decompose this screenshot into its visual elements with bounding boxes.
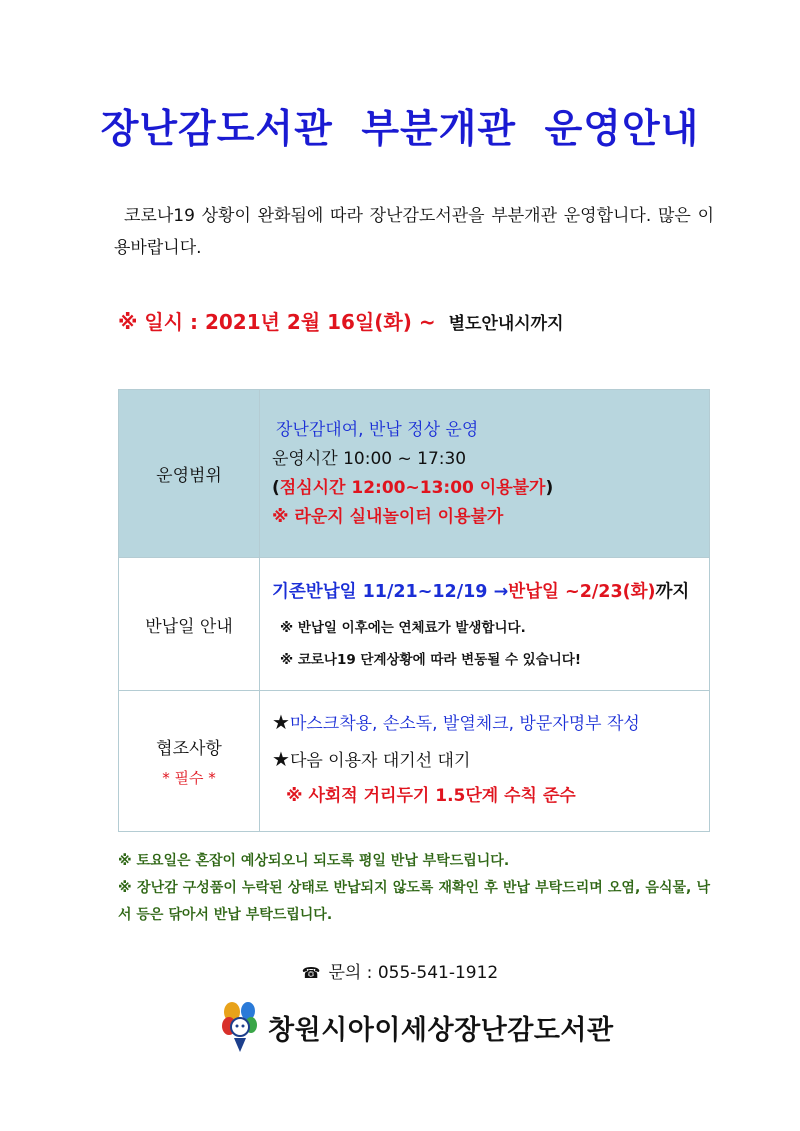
library-mascot-logo-icon <box>220 1000 260 1054</box>
mask-rules-text: 마스크착용, 손소독, 발열체크, 방문자명부 작성 <box>289 713 640 734</box>
return-note-covid: ※ 코로나19 단계상황에 따라 변동될 수 있습니다! <box>280 652 582 668</box>
date-until-text: 별도안내시까지 <box>448 314 564 334</box>
until-text: 까지 <box>655 582 690 602</box>
page-title: 장난감도서관 부분개관 운영안내 <box>100 107 700 152</box>
table-row-cooperation <box>119 691 710 832</box>
queue-text: 다음 이용자 대기선 대기 <box>289 750 471 771</box>
new-return-date-text: 반납일 ~2/23(화) <box>508 582 656 602</box>
table-row-return <box>119 558 710 691</box>
operations-content <box>260 390 710 558</box>
library-name: 창원시아이세상장난감도서관 <box>268 1014 614 1046</box>
star-icon: ★ <box>272 746 290 771</box>
cooperation-line-distancing: ※ 사회적 거리두기 1.5단계 수칙 준수 <box>286 785 576 806</box>
cooperation-content <box>260 691 710 832</box>
date-line <box>118 306 564 335</box>
operations-line-lounge: ※ 라운지 실내놀이터 이용불가 <box>272 506 504 527</box>
return-content <box>260 558 710 691</box>
contact-text: 문의 : 055-541-1912 <box>328 963 499 983</box>
library-logo <box>220 1000 614 1054</box>
operations-line-hours: 운영시간 10:00 ~ 17:30 <box>272 448 467 469</box>
return-label: 반납일 안내 <box>119 558 260 691</box>
lunch-break-text: 점심시간 12:00~13:00 이용불가 <box>279 477 546 498</box>
operations-line-lunch: (점심시간 12:00~13:00 이용불가) <box>272 477 554 498</box>
date-text: ※ 일시 : 2021년 2월 16일(화) ~ <box>118 310 436 334</box>
table-row-operations <box>119 390 710 558</box>
intro-paragraph: 코로나19 상황이 완화됨에 따라 장난감도서관을 부분개관 운영합니다. 많은 이용바랍니다. <box>114 206 714 258</box>
return-date-line <box>272 577 708 607</box>
previous-return-text: 기존반납일 11/21~12/19 → <box>272 582 509 602</box>
footnote-components: ※ 장난감 구성품이 누락된 상태로 반납되지 않도록 재확인 후 반납 부탁드리며 오염, 음식물, 낙서 등은 닦아서 반납 부탁드립니다. <box>118 880 710 923</box>
cooperation-line-queue <box>272 744 708 777</box>
contact-line <box>0 958 800 983</box>
footnote-saturday: ※ 토요일은 혼잡이 예상되오니 되도록 평일 반납 부탁드립니다. <box>118 853 510 869</box>
return-note-late-fee: ※ 반납일 이후에는 연체료가 발생합니다. <box>280 620 526 636</box>
cooperation-line-mask <box>272 707 708 740</box>
operations-line-rental: 장난감대여, 반납 정상 운영 <box>276 419 479 440</box>
footnotes <box>118 848 710 929</box>
operations-label: 운영범위 <box>119 390 260 558</box>
required-badge: * 필수 * <box>162 769 216 787</box>
star-icon: ★ <box>272 709 290 734</box>
cooperation-label: 협조사항 <box>156 739 222 759</box>
cooperation-label-cell <box>119 691 260 832</box>
telephone-icon: ☎ <box>301 964 321 982</box>
info-table <box>118 389 710 832</box>
